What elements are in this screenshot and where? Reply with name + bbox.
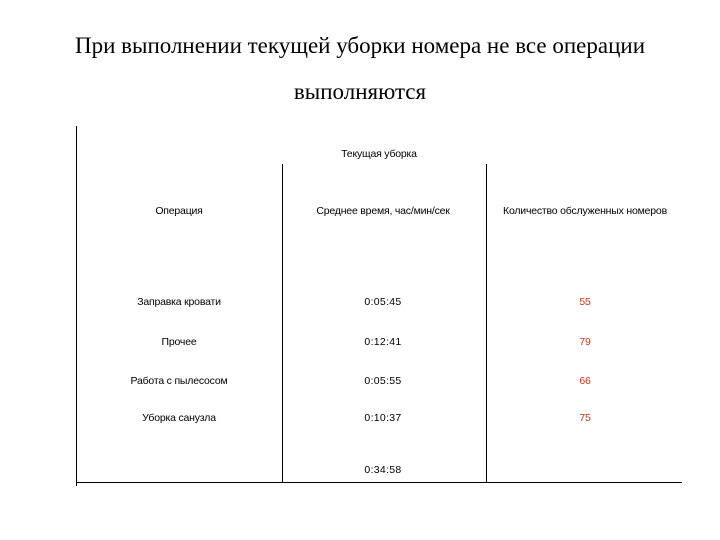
operation-cell: Работа с пылесосом: [130, 375, 228, 387]
rooms-count-cell: 66: [579, 375, 591, 387]
operation-cell: Уборка санузла: [142, 412, 216, 424]
table-column-divider-2: [486, 164, 487, 482]
column-header-rooms: Количество обслуженных номеров: [503, 205, 667, 217]
avg-time-cell: 0:10:37: [364, 412, 402, 424]
rooms-count-cell: 55: [579, 296, 591, 308]
table-left-border: [76, 126, 77, 486]
rooms-count-cell: 79: [579, 336, 591, 348]
table-bottom-border: [76, 482, 682, 483]
title-line-1: При выполнении текущей уборки номера не все операции: [74, 33, 646, 58]
avg-time-cell: 0:12:41: [364, 336, 402, 348]
total-time-cell: 0:34:58: [364, 464, 402, 476]
group-header: Текущая уборка: [341, 148, 417, 160]
table-column-divider-1: [282, 164, 283, 482]
avg-time-cell: 0:05:45: [364, 296, 402, 308]
column-header-avg-time: Среднее время, час/мин/сек: [316, 205, 450, 217]
column-header-operation: Операция: [155, 205, 203, 217]
title-line-2: выполняются: [293, 79, 427, 104]
operation-cell: Заправка кровати: [137, 296, 221, 308]
operation-cell: Прочее: [161, 336, 197, 348]
rooms-count-cell: 75: [579, 412, 591, 424]
avg-time-cell: 0:05:55: [364, 375, 402, 387]
